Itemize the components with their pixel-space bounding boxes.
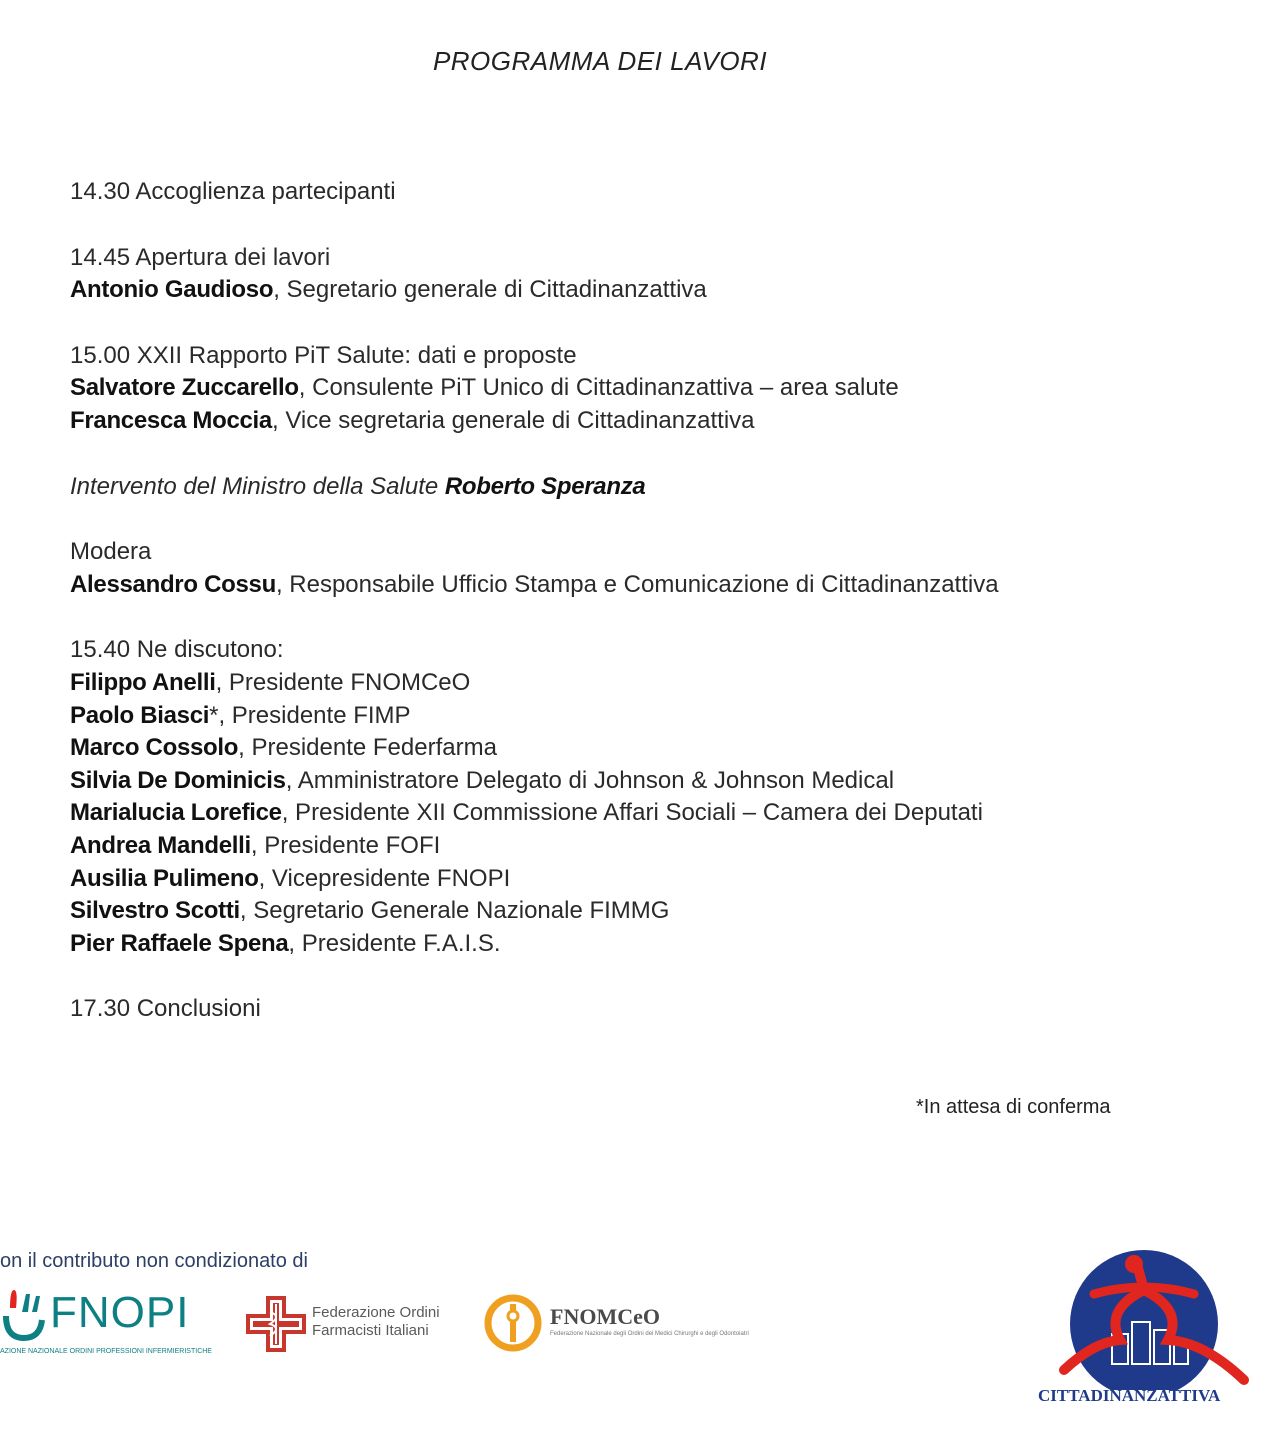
fnomceo-name: FNOMCeO (550, 1304, 660, 1329)
session-heading: 14.45 Apertura dei lavori (70, 243, 331, 271)
cittadinanzattiva-emblem-icon (1034, 1250, 1258, 1390)
fofi-name-line2: Farmacisti Italiani (312, 1322, 429, 1339)
speaker-name: Filippo Anelli (70, 668, 216, 696)
sponsor-label: on il contributo non condizionato di (0, 1250, 308, 1272)
speaker-name: Pier Raffaele Spena (70, 929, 289, 957)
speaker-line (70, 372, 1170, 405)
minister-line (70, 471, 1170, 504)
session-heading: 15.00 XXII Rapporto PiT Salute: dati e proposte (70, 341, 577, 369)
speaker-role: , Vice segretaria generale di Cittadinanzattiva (271, 406, 755, 434)
speaker-role: , Presidente FNOMCeO (215, 668, 471, 696)
speaker-role: , Presidente FOFI (250, 831, 441, 859)
fofi-name-line1: Federazione Ordini (312, 1304, 440, 1321)
session-moderator (70, 536, 1170, 601)
session-welcome (70, 176, 1170, 209)
speaker-role: , Segretario Generale Nazionale FIMMG (239, 897, 670, 925)
session-opening (70, 242, 1170, 307)
speaker-line (70, 405, 1170, 438)
fnomceo-emblem-icon (484, 1294, 542, 1352)
session-heading: Modera (70, 538, 152, 566)
speaker-role: , Presidente XII Commissione Affari Sociali – Camera dei Deputati (281, 799, 983, 827)
cittadinanzattiva-name: CITTADINANZATTIVA (1038, 1386, 1221, 1405)
fofi-name (312, 1304, 440, 1340)
speaker-line (70, 667, 1170, 700)
fnopi-subtitle: AZIONE NAZIONALE ORDINI PROFESSIONI INFERMIERISTICHE (0, 1348, 212, 1355)
speaker-name: Alessandro Cossu (70, 570, 276, 598)
speaker-role: , Presidente Federfarma (238, 734, 497, 762)
speaker-name: Silvia De Dominicis (70, 766, 286, 794)
speaker-line (70, 765, 1170, 798)
speaker-name: Antonio Gaudioso (70, 276, 274, 304)
speaker-name: Andrea Mandelli (70, 831, 251, 859)
minister-prefix: Intervento del Ministro della Salute (70, 472, 445, 500)
speaker-name: Marco Cossolo (70, 734, 239, 762)
speaker-role: , Amministratore Delegato di Johnson & Johnson Medical (285, 766, 895, 794)
page-title: PROGRAMMA DEI LAVORI (432, 46, 768, 76)
speaker-line (70, 569, 1170, 602)
session-heading: 15.40 Ne discutono: (70, 636, 284, 664)
session-heading: 14.30 Accoglienza partecipanti (70, 178, 396, 205)
minister-name: Roberto Speranza (444, 472, 646, 500)
speaker-name: Ausilia Pulimeno (70, 864, 259, 892)
speaker-name: Paolo Biasci (70, 701, 210, 729)
speaker-name: Marialucia Lorefice (70, 799, 282, 827)
speaker-role: , Responsabile Ufficio Stampa e Comunicazione di Cittadinanzattiva (275, 570, 999, 598)
fnomceo-logo (484, 1294, 820, 1356)
pharmacy-cross-icon (246, 1296, 306, 1352)
session-report (70, 340, 1170, 438)
speaker-role: , Vicepresidente FNOPI (258, 864, 511, 892)
speaker-line (70, 895, 1170, 928)
speaker-role: , Consulente PiT Unico di Cittadinanzattiva – area salute (298, 374, 899, 402)
speaker-name: Silvestro Scotti (70, 897, 240, 925)
session-heading: 17.30 Conclusioni (70, 995, 261, 1023)
session-conclusions (70, 993, 1170, 1026)
speaker-line (70, 700, 1170, 733)
speaker-name: Salvatore Zuccarello (70, 374, 299, 402)
fnopi-emblem-icon (0, 1286, 48, 1346)
speaker-line (70, 274, 1170, 307)
fofi-logo (246, 1296, 456, 1352)
speaker-line (70, 732, 1170, 765)
fnomceo-subtitle: Federazione Nazionale degli Ordini dei Medici Chirurghi e degli Odontoiatri (550, 1331, 749, 1337)
speaker-role: , Segretario generale di Cittadinanzattiva (273, 276, 707, 304)
speaker-line (70, 863, 1170, 896)
speaker-line (70, 797, 1170, 830)
speaker-name: Francesca Moccia (70, 406, 272, 434)
cittadinanzattiva-logo (1034, 1250, 1258, 1420)
footnote: *In attesa di conferma (916, 1096, 1111, 1118)
session-discussion (70, 634, 1170, 960)
speaker-line (70, 928, 1170, 961)
fnopi-name: FNOPI (50, 1288, 190, 1337)
speaker-line (70, 830, 1170, 863)
fnopi-logo (0, 1282, 212, 1362)
speaker-role: *, Presidente FIMP (209, 701, 411, 729)
session-minister (70, 471, 1170, 504)
program-list (70, 176, 1170, 1059)
speaker-role: , Presidente F.A.I.S. (288, 929, 501, 957)
